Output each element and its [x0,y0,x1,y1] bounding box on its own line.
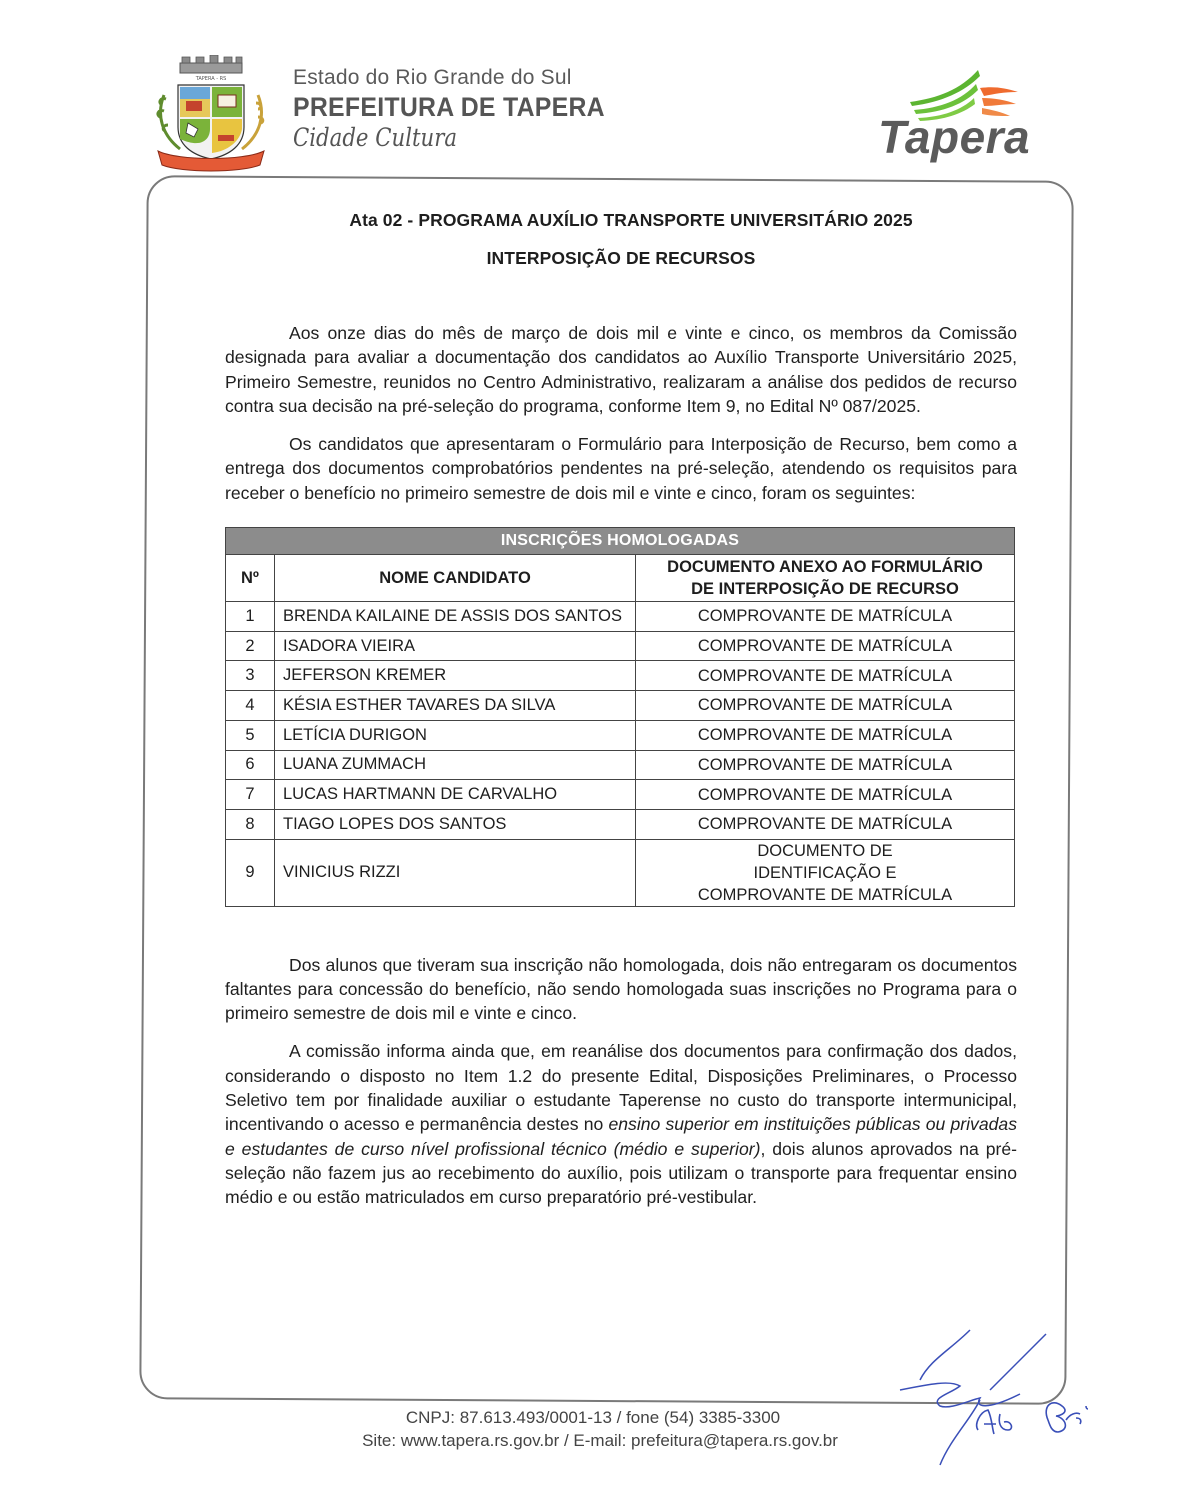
row-number: 6 [226,750,275,780]
paragraph-candidates: Os candidatos que apresentaram o Formulário para Interposição de Recurso, bem como a entrega dos documentos comprobatórios pendentes na pré-seleção, atendendo os requisitos para receber o benefício no primeiro semestre de dois mil e vinte e cinco, foram os seguintes: [225,434,1017,503]
tapera-logo [868,62,1038,162]
attached-document: COMPROVANTE DE MATRÍCULA [636,602,1015,632]
state-name: Estado do Rio Grande do Sul [293,66,572,89]
city-motto: Cidade Cultura [293,123,458,152]
table-row [226,691,1015,721]
table-row [226,809,1015,839]
table-row [226,661,1015,691]
attached-document: DOCUMENTO DE IDENTIFICAÇÃO E COMPROVANTE DE MATRÍCULA [636,839,1015,906]
attached-document: COMPROVANTE DE MATRÍCULA [636,661,1015,691]
prefecture-header [293,66,632,152]
header-attached-document: DOCUMENTO ANEXO AO FORMULÁRIO DE INTERPOSIÇÃO DE RECURSO [636,555,1015,602]
candidate-name: LETÍCIA DURIGON [275,720,636,750]
document-subtitle: INTERPOSIÇÃO DE RECURSOS [486,248,756,268]
row-number: 8 [226,809,275,839]
svg-text:TAPERA - RS: TAPERA - RS [195,76,227,82]
footer-cnpj-phone: CNPJ: 87.613.493/0001-13 / fone (54) 3385-3300 [405,1408,781,1427]
municipal-crest-icon [152,55,270,175]
candidate-name: ISADORA VIEIRA [275,631,636,661]
table-row [226,780,1015,810]
paragraph-not-approved: Dos alunos que tiveram sua inscrição não homologada, dois não entregaram os documentos faltantes para concessão do benefício, não sendo homologada suas inscrições no Programa para o primeiro semestre de dois mil e vinte e cinco. [225,954,1017,1024]
candidate-name: KÉSIA ESTHER TAVARES DA SILVA [275,691,636,721]
row-number: 4 [226,691,275,721]
row-number: 9 [226,839,275,906]
reanalysis-text-a: A comissão informa ainda que, em reanálise dos documentos para confirmação dos dados, considerando o disposto no Item 1.2 do presente Edital, Disposições Preliminares, o Processo Seletivo tem por finalidade auxiliar o estudante Taperense no custo do transporte intermunicipal, incentivando o acesso e permanência destes no [225,1041,1017,1135]
footer-site-email: Site: www.tapera.rs.gov.br / E-mail: prefeitura@tapera.rs.gov.br [362,1431,838,1450]
reanalysis-text-italic: ensino superior em instituições públicas ou privadas e estudantes de curso nível profissional técnico (médio e superior) [225,1114,1017,1159]
reanalysis-text-b: , dois alunos aprovados na pré-seleção não fazem jus ao recebimento do auxílio, pois utilizam o transporte para frequentar ensino médio e ou estão matriculados em curso preparatório pré-vestibular. [225,1138,1017,1208]
table-row [226,602,1015,632]
table-row [226,750,1015,780]
row-number: 1 [226,602,275,632]
attached-document: COMPROVANTE DE MATRÍCULA [636,720,1015,750]
candidate-name: VINICIUS RIZZI [275,839,636,906]
prefecture-name: PREFEITURA DE TAPERA [293,92,605,122]
tapera-logo-text: Tapera [878,111,1031,163]
document-body [225,210,1017,1210]
table-row [226,720,1015,750]
attached-document: COMPROVANTE DE MATRÍCULA [636,691,1015,721]
paragraph-opening: Aos onze dias do mês de março de dois mil e vinte e cinco, os membros da Comissão designada para avaliar a documentação dos candidatos ao Auxílio Transporte Universitário 2025, Primeiro Semestre, reunidos no Centro Administrativo, realizaram a análise dos pedidos de recurso contra sua decisão na pré-seleção do programa, conforme Item 9, no Edital Nº 087/2025. [225,323,1017,416]
row-number: 2 [226,631,275,661]
table-row [226,839,1015,906]
paragraph-reanalysis [225,1039,1017,1209]
attached-document: COMPROVANTE DE MATRÍCULA [636,809,1015,839]
row-number: 5 [226,720,275,750]
candidate-name: BRENDA KAILAINE DE ASSIS DOS SANTOS [275,602,636,632]
candidate-name: JEFERSON KREMER [275,661,636,691]
candidate-name: LUCAS HARTMANN DE CARVALHO [275,780,636,810]
candidate-name: TIAGO LOPES DOS SANTOS [275,809,636,839]
attached-document: COMPROVANTE DE MATRÍCULA [636,780,1015,810]
document-title: Ata 02 - PROGRAMA AUXÍLIO TRANSPORTE UNIVERSITÁRIO 2025 [349,210,913,230]
signature-icon [860,1320,1130,1470]
attached-document: COMPROVANTE DE MATRÍCULA [636,750,1015,780]
row-number: 7 [226,780,275,810]
candidate-name: LUANA ZUMMACH [275,750,636,780]
header-candidate-name: NOME CANDIDATO [275,555,636,602]
header-number: Nº [226,555,275,602]
page-footer [300,1406,900,1452]
table-row [226,631,1015,661]
attached-document: COMPROVANTE DE MATRÍCULA [636,631,1015,661]
row-number: 3 [226,661,275,691]
table-banner: INSCRIÇÕES HOMOLOGADAS [226,528,1015,555]
approved-registrations-table [225,527,1015,907]
